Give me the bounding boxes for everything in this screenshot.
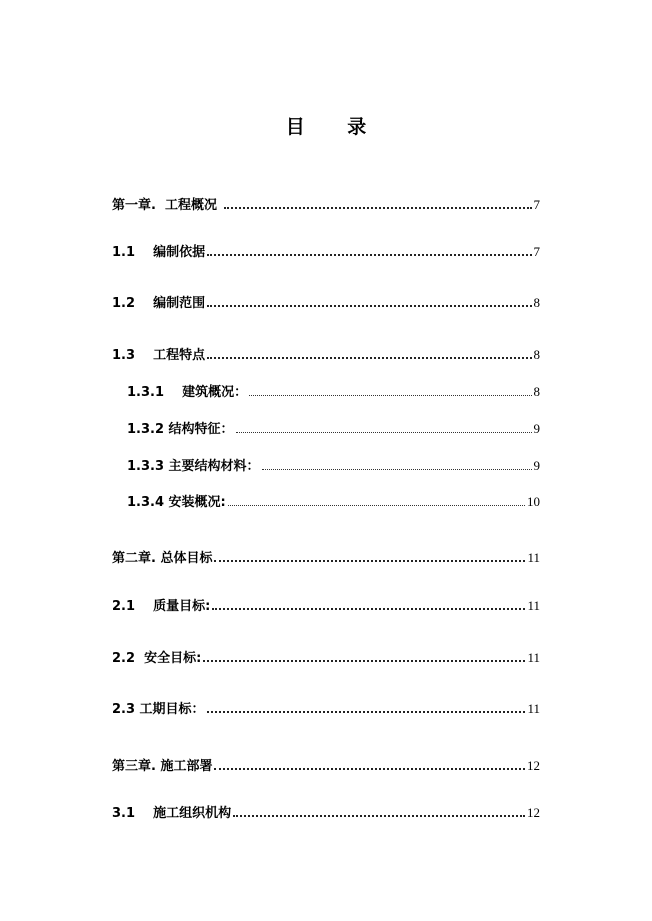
toc-entry-1-3-4[interactable] xyxy=(127,490,540,510)
toc-page-number: 8 xyxy=(533,295,540,310)
toc-entry-label: 1.3 工程特点 xyxy=(112,348,206,363)
toc-dot-leader xyxy=(262,469,532,470)
toc-dot-leader xyxy=(249,395,531,396)
toc-page-number: 12 xyxy=(527,805,540,820)
toc-entry-label: 第二章. 总体目标 xyxy=(112,551,213,566)
toc-dot-leader xyxy=(212,608,525,610)
toc-title: 目 录 xyxy=(285,116,385,138)
toc-page-number: 9 xyxy=(533,421,540,436)
toc-entry-label: 1.3.2 结构特征： xyxy=(127,422,234,437)
toc-entry-label: 第一章. 工程概况 xyxy=(112,198,222,213)
toc-page-number: 10 xyxy=(527,494,540,509)
toc-entry-label: 1.3.1 建筑概况： xyxy=(127,385,248,400)
toc-entry-2-1[interactable] xyxy=(112,594,540,614)
toc-page-number: 11 xyxy=(527,701,540,716)
toc-dot-leader xyxy=(207,254,531,256)
toc-entry-chapter-3[interactable] xyxy=(112,754,540,774)
toc-entry-1-3-1[interactable] xyxy=(127,380,540,400)
toc-page-number: 9 xyxy=(533,458,540,473)
toc-page-number: 8 xyxy=(533,347,540,362)
toc-entry-label: 第三章. 施工部署 xyxy=(112,759,213,774)
toc-entry-2-2[interactable] xyxy=(112,646,540,666)
toc-page-number: 7 xyxy=(533,244,540,259)
toc-entry-label: 1.2 编制范围 xyxy=(112,296,206,311)
toc-entry-label: 3.1 施工组织机构 xyxy=(112,806,232,821)
toc-entry-chapter-2[interactable] xyxy=(112,546,540,566)
toc-entry-label: 2.3 工期目标： xyxy=(112,702,205,717)
toc-dot-leader xyxy=(214,768,525,770)
toc-page-number: 11 xyxy=(527,650,540,665)
toc-entry-chapter-1[interactable] xyxy=(112,193,540,213)
toc-dot-leader xyxy=(233,815,525,817)
toc-entry-label: 1.1 编制依据 xyxy=(112,245,206,260)
toc-dot-leader xyxy=(207,305,531,307)
toc-entry-label: 2.1 质量目标: xyxy=(112,599,211,614)
toc-dot-leader xyxy=(214,560,525,562)
toc-dot-leader xyxy=(207,711,526,713)
toc-entry-3-1[interactable] xyxy=(112,801,540,821)
toc-entry-1-3-2[interactable] xyxy=(127,417,540,437)
toc-page-number: 11 xyxy=(527,550,540,565)
toc-dot-leader xyxy=(228,505,525,506)
toc-entry-1-1[interactable] xyxy=(112,240,540,260)
toc-dot-leader xyxy=(203,660,525,662)
toc-dot-leader xyxy=(224,207,532,209)
toc-page-number: 12 xyxy=(527,758,540,773)
toc-entry-1-2[interactable] xyxy=(112,291,540,311)
toc-entry-2-3[interactable] xyxy=(112,697,540,717)
toc-entry-1-3-3[interactable] xyxy=(127,454,540,474)
toc-page-number: 8 xyxy=(533,384,540,399)
toc-entry-label: 1.3.4 安装概况: xyxy=(127,495,226,510)
toc-page-number: 11 xyxy=(527,598,540,613)
toc-entry-1-3[interactable] xyxy=(112,343,540,363)
toc-entry-label: 2.2 安全目标: xyxy=(112,651,202,666)
toc-entry-label: 1.3.3 主要结构材料： xyxy=(127,459,260,474)
toc-page-number: 7 xyxy=(533,197,540,212)
toc-dot-leader xyxy=(236,432,532,433)
toc-dot-leader xyxy=(207,357,531,359)
